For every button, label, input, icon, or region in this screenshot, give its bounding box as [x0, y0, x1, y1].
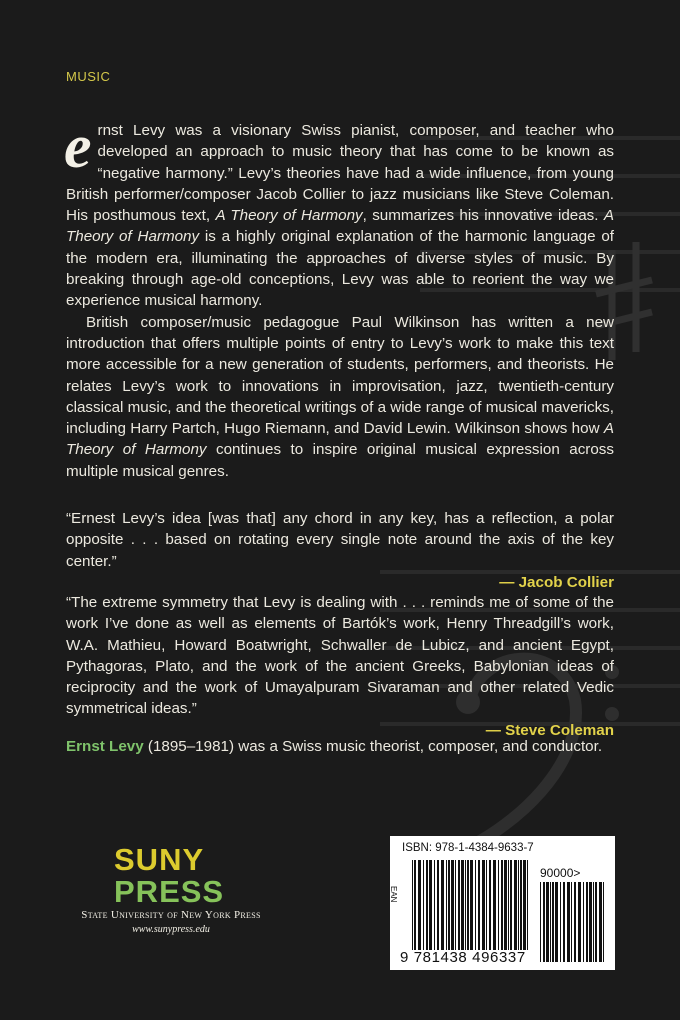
author-bio [66, 738, 626, 755]
description-paragraph-2 [66, 312, 614, 482]
author-name: Ernst Levy [66, 738, 144, 755]
quote-attribution: — Steve Coleman [485, 721, 614, 739]
price-code: 90000> [540, 866, 581, 880]
barcode-box [390, 836, 615, 970]
publisher-logo-press: PRESS [114, 874, 225, 909]
text-run: rnst Levy was a visionary Swiss pianist, composer, and teacher who developed an approach to music theory that has come to be known as “negative harmony.” Levy’s theories have had a wide influence, from young British performer/composer Jacob Collier to jazz musicians like Steve Coleman. His posthumous text, [66, 122, 614, 225]
quote-attribution: — Jacob Collier [499, 573, 614, 591]
publisher-logo-suny: SUNY [114, 842, 205, 877]
description [64, 113, 614, 482]
book-title: A Theory of Harmony [66, 420, 614, 459]
publisher-url: www.sunypress.edu [132, 924, 210, 935]
book-title: A Theory of Harmony [215, 207, 363, 225]
quote-collier [66, 508, 614, 593]
quote-text: “Ernest Levy’s idea [was that] any chord in any key, has a reflection, a polar opposite . . . based on rotating every single note around the axis of the key center.” [66, 510, 614, 570]
publisher-full-name: State University of New York Press [81, 909, 261, 921]
category-label: MUSIC [66, 69, 111, 84]
drop-cap: e [64, 113, 92, 181]
barcode-main-icon [412, 860, 530, 950]
quote-text: “The extreme symmetry that Levy is dealing with . . . reminds me of some of the work I’ve done as well as elements of Bartók’s work, Henry Threadgill’s work, W.A. Mathieu, Howard Boatwright, Schwaller de Lubicz, and ancient Egypt, Pythagoras, Plato, and the work of the ancient Greeks, Babylonian ideas of reciprocity and the work of Umayalpuram Sivaraman and other related Vedic symmetrical ideas.” [66, 594, 614, 718]
barcode-digits: 9 781438 496337 [400, 949, 526, 966]
text-run: , summarizes his innovative ideas. [362, 207, 604, 225]
text-run: continues to inspire original musical expression across multiple musical genres. [66, 441, 614, 480]
description-paragraph-1 [64, 113, 614, 312]
quote-coleman [66, 592, 614, 741]
isbn-label: ISBN: 978-1-4384-9633-7 [402, 842, 534, 854]
ean-label: EAN [389, 886, 398, 903]
text-run: British composer/music pedagogue Paul Wilkinson has written a new introduction that offers multiple points of entry to Levy’s work to make this text more accessible for a new generation of students, performers, and theorists. He relates Levy’s work to innovations in improvisation, jazz, twentieth-century classical music, and the theoretical writings of a wide range of musical mavericks, including Harry Partch, Hugo Riemann, and David Lewin. Wilkinson shows how [66, 313, 614, 438]
book-title: A Theory of Harmony [66, 207, 614, 246]
text-run: is a highly original explanation of the harmonic language of the modern era, illuminating the approaches of diverse styles of music. By breaking through age-old conceptions, Levy was able to reorient the way we experience musical harmony. [66, 228, 614, 310]
barcode-addon-icon [540, 882, 604, 962]
bio-text: (1895–1981) was a Swiss music theorist, composer, and conductor. [143, 738, 603, 755]
